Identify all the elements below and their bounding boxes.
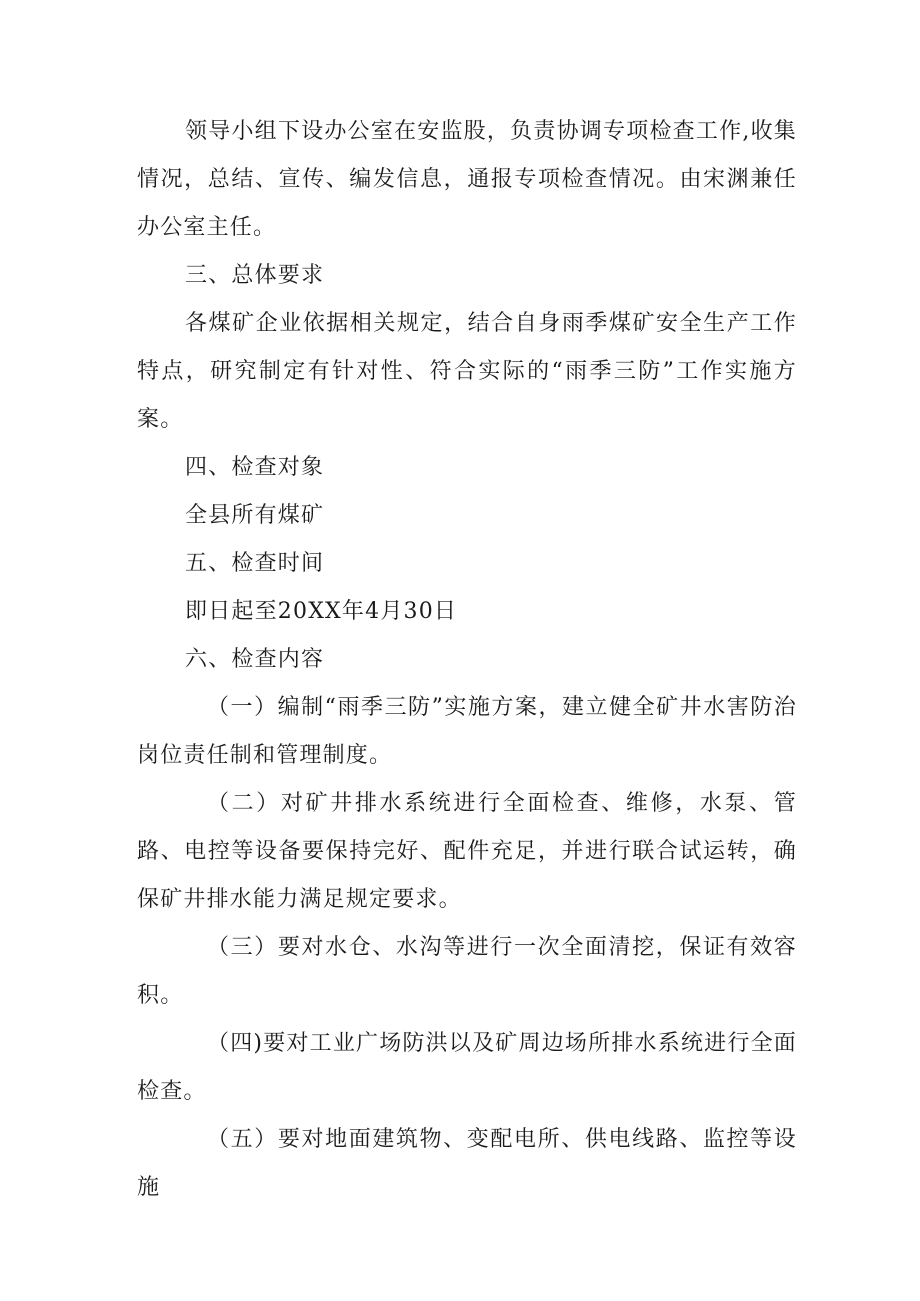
paragraph-overall-requirements: 各煤矿企业依据相关规定，结合自身雨季煤矿安全生产工作特点，研究制定有针对性、符合实际的“雨季三防”工作实施方案。 [137, 311, 797, 432]
paragraph-office-setup: 领导小组下设办公室在安监股，负责协调专项检查工作,收集情况，总结、宣传、编发信息，通报专项检查情况。由宋渊兼任办公室主任。 [137, 119, 797, 240]
paragraph-inspection-time: 即日起至20XX年4月30日 [185, 599, 458, 624]
heading-overall-requirements: 三、总体要求 [185, 263, 325, 288]
paragraph-item-5: （五）要对地面建筑物、变配电所、供电线路、监控等设施 [137, 1127, 797, 1200]
heading-inspection-targets: 四、检查对象 [185, 455, 325, 480]
heading-inspection-content: 六、检查内容 [185, 647, 325, 672]
paragraph-item-2: （二）对矿井排水系统进行全面检查、维修，水泵、管路、电控等设备要保持完好、配件充足，并进行联合试运转，确保矿井排水能力满足规定要求。 [137, 791, 797, 912]
heading-inspection-time: 五、检查时间 [185, 551, 325, 576]
paragraph-inspection-targets: 全县所有煤矿 [185, 503, 325, 528]
paragraph-item-3: （三）要对水仓、水沟等进行一次全面清挖，保证有效容积。 [137, 935, 797, 1008]
paragraph-item-1: （一）编制“雨季三防”实施方案，建立健全矿井水害防治岗位责任制和管理制度。 [137, 695, 797, 768]
paragraph-item-4: （四)要对工业广场防洪以及矿周边场所排水系统进行全面检查。 [137, 1031, 797, 1104]
document-page [137, 108, 797, 1212]
